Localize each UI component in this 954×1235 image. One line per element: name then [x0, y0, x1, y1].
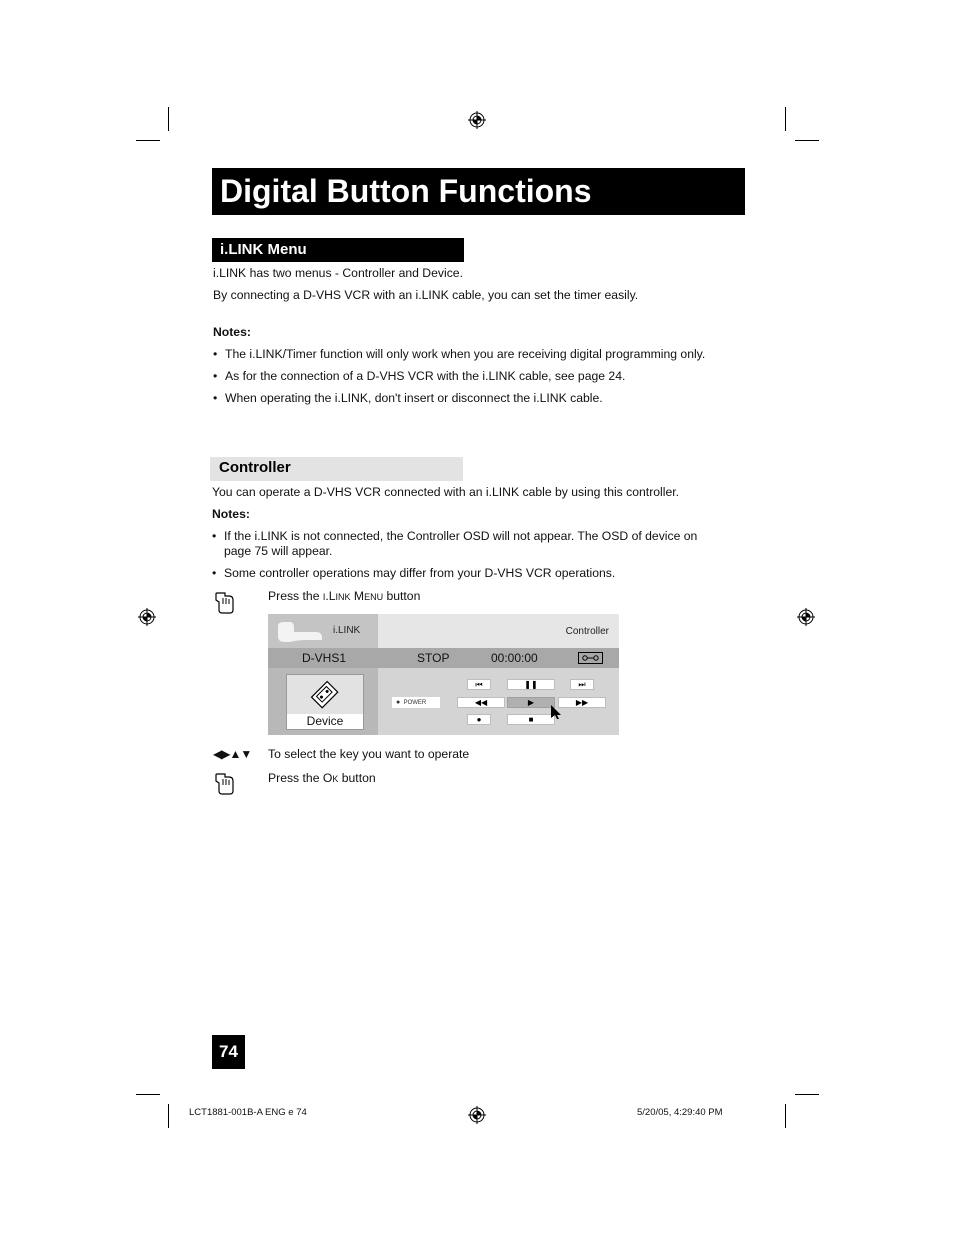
pause-button[interactable]: ❚❚ — [507, 679, 555, 690]
page-number: 74 — [212, 1035, 245, 1069]
registration-mark-icon — [468, 111, 486, 129]
key-name: Ok — [322, 771, 339, 785]
cursor-arrow-icon — [550, 704, 564, 720]
record-button[interactable]: ● — [467, 714, 491, 725]
crop-mark — [136, 1094, 160, 1095]
osd-header-right — [378, 614, 619, 648]
controller-osd — [268, 614, 619, 735]
note-text-continued: page 75 will appear. — [224, 544, 333, 558]
fast-forward-button[interactable]: ▶▶ — [558, 697, 606, 708]
step-press-ok: Press the Ok button — [268, 771, 376, 785]
crop-mark — [168, 107, 169, 131]
osd-time: 00:00:00 — [491, 651, 538, 665]
registration-mark-icon — [138, 608, 156, 626]
rewind-button[interactable]: ◀◀ — [457, 697, 505, 708]
crop-mark — [785, 1104, 786, 1128]
osd-status: STOP — [417, 651, 450, 665]
osd-device-panel — [268, 668, 378, 735]
cassette-icon — [578, 652, 603, 664]
power-button[interactable] — [392, 697, 440, 708]
ilink-intro-1: i.LINK has two menus - Controller and Device. — [213, 266, 463, 280]
skip-forward-button[interactable]: ⏭ — [570, 679, 594, 690]
osd-status-bar — [268, 648, 619, 668]
ilink-cable-icon — [276, 620, 324, 642]
osd-ilink-label: i.LINK — [333, 625, 361, 636]
step-press-ilink-menu: Press the i.Link Menu button — [268, 589, 421, 603]
press-hand-icon — [213, 590, 237, 614]
ilink-intro-2: By connecting a D-VHS VCR with an i.LINK cable, you can set the timer easily. — [213, 288, 639, 302]
section-heading-ilink-menu: i.LINK Menu — [212, 238, 464, 262]
step-select-key: To select the key you want to operate — [268, 747, 470, 761]
stop-button[interactable]: ■ — [507, 714, 555, 725]
press-hand-icon — [213, 771, 237, 795]
osd-controller-label: Controller — [565, 626, 609, 637]
device-label: Device — [287, 714, 363, 729]
footer-doc-id: LCT1881-001B-A ENG e 74 — [189, 1107, 307, 1118]
crop-mark — [795, 1094, 819, 1095]
note-text: As for the connection of a D-VHS VCR with the i.LINK cable, see page 24. — [225, 369, 626, 383]
notes-label: Notes: — [213, 325, 251, 339]
play-button[interactable]: ▶ — [507, 697, 555, 708]
section-heading-controller: Controller — [210, 457, 463, 481]
arrow-keys-icon: ◀▶▲▼ — [213, 747, 252, 761]
osd-controls-panel — [378, 668, 619, 735]
device-tape-icon — [307, 678, 343, 712]
crop-mark — [795, 140, 819, 141]
note-text: The i.LINK/Timer function will only work when you are receiving digital programming only. — [225, 347, 706, 361]
crop-mark — [785, 107, 786, 131]
notes-label: Notes: — [212, 507, 250, 521]
crop-mark — [168, 1104, 169, 1128]
page-title: Digital Button Functions — [212, 168, 745, 215]
note-text: If the i.LINK is not connected, the Controller OSD will not appear. The OSD of device on — [224, 529, 698, 543]
note-text: When operating the i.LINK, don't insert or disconnect the i.LINK cable. — [225, 391, 603, 405]
key-name: i.Link Menu — [322, 589, 384, 603]
registration-mark-icon — [468, 1106, 486, 1124]
registration-mark-icon — [797, 608, 815, 626]
device-button[interactable] — [286, 674, 364, 730]
osd-header-left — [268, 614, 378, 648]
controller-intro: You can operate a D-VHS VCR connected with an i.LINK cable by using this controller. — [212, 485, 679, 499]
crop-mark — [136, 140, 160, 141]
osd-device-name: D-VHS1 — [302, 651, 347, 665]
power-dot-icon: ● — [396, 699, 401, 706]
power-label: POWER — [403, 700, 427, 706]
note-text: Some controller operations may differ from your D-VHS VCR operations. — [224, 566, 616, 580]
footer-timestamp: 5/20/05, 4:29:40 PM — [637, 1107, 723, 1118]
skip-back-button[interactable]: ⏮ — [467, 679, 491, 690]
